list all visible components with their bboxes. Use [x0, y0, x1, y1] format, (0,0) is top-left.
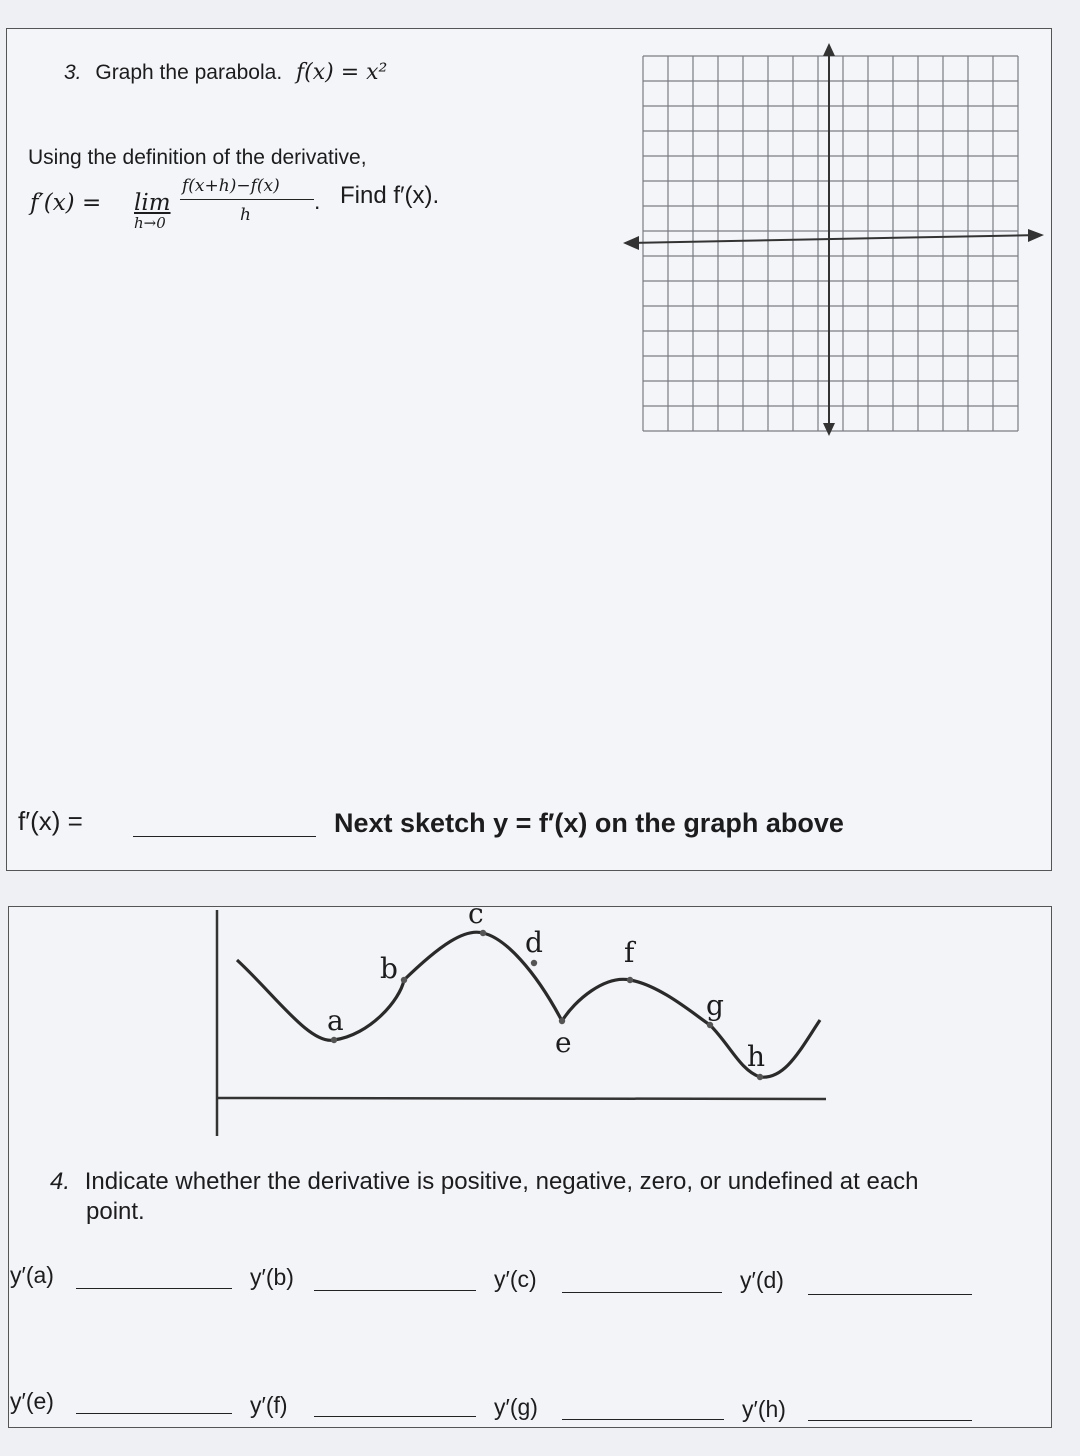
answer-blank-c[interactable]	[562, 1292, 722, 1293]
function-definition: f(x) = x²	[296, 60, 388, 85]
coordinate-grid[interactable]	[615, 40, 1045, 440]
formula-lhs: f′(x) =	[30, 190, 102, 216]
answer-blank-b[interactable]	[314, 1290, 476, 1291]
y-axis-down-arrow	[823, 423, 835, 436]
point-label-d: d	[525, 926, 543, 959]
graph-horizontal-axis	[217, 1098, 826, 1099]
instruction-line-1: Indicate whether the derivative is positive, negative, zero, or undefined at each	[84, 1168, 919, 1195]
problem-4-number: 4.	[50, 1168, 71, 1195]
formula-limit-subscript: h→0	[134, 214, 166, 232]
answer-label-g: y′(g)	[494, 1394, 538, 1420]
point-label-c: c	[468, 900, 484, 930]
answer-label-e: y′(e)	[10, 1388, 54, 1414]
answer-blank-g[interactable]	[562, 1419, 724, 1420]
answer-blank-a[interactable]	[76, 1288, 232, 1289]
answer-blank-f[interactable]	[314, 1416, 476, 1417]
x-axis	[627, 235, 1040, 243]
point-label-h: h	[747, 1040, 766, 1073]
answer-label-d: y′(d)	[740, 1267, 784, 1293]
y-axis-up-arrow	[823, 43, 835, 56]
answer-label-f: y′(f)	[250, 1392, 288, 1418]
point-label-b: b	[380, 952, 398, 985]
definition-intro: Using the definition of the derivative,	[28, 146, 367, 169]
formula-period: .	[314, 188, 321, 214]
x-axis-left-arrow	[623, 236, 639, 250]
derivative-answer-label: f′(x) =	[18, 806, 83, 836]
curve-graph	[200, 900, 840, 1145]
problem-3-heading	[64, 60, 387, 85]
fraction-bar	[180, 199, 314, 200]
answer-label-h: y′(h)	[742, 1396, 786, 1422]
problem-4-instruction	[50, 1168, 919, 1196]
grid-lines	[643, 56, 1018, 431]
point-label-g: g	[706, 989, 724, 1022]
formula-denominator: h	[240, 205, 251, 225]
answer-blank-e[interactable]	[76, 1413, 232, 1414]
formula-lim: lim	[134, 190, 171, 216]
instruction-line-2: point.	[86, 1198, 145, 1225]
answer-blank-d[interactable]	[808, 1294, 972, 1295]
answer-label-c: y′(c)	[494, 1266, 537, 1292]
derivative-answer-blank[interactable]	[133, 836, 316, 837]
find-instruction: Find f′(x).	[340, 182, 440, 209]
problem-number: 3.	[64, 61, 82, 84]
answer-label-a: y′(a)	[10, 1262, 54, 1288]
point-label-a: a	[327, 1004, 344, 1037]
answer-label-b: y′(b)	[250, 1264, 294, 1290]
answer-blank-h[interactable]	[808, 1420, 972, 1421]
point-label-f: f	[624, 936, 635, 969]
problem-title: Graph the parabola.	[95, 61, 283, 84]
point-label-e: e	[555, 1026, 572, 1059]
formula-numerator: f(x+h)−f(x)	[182, 176, 280, 196]
next-sketch-instruction: Next sketch y = f′(x) on the graph above	[334, 808, 844, 838]
x-axis-right-arrow	[1028, 229, 1044, 242]
